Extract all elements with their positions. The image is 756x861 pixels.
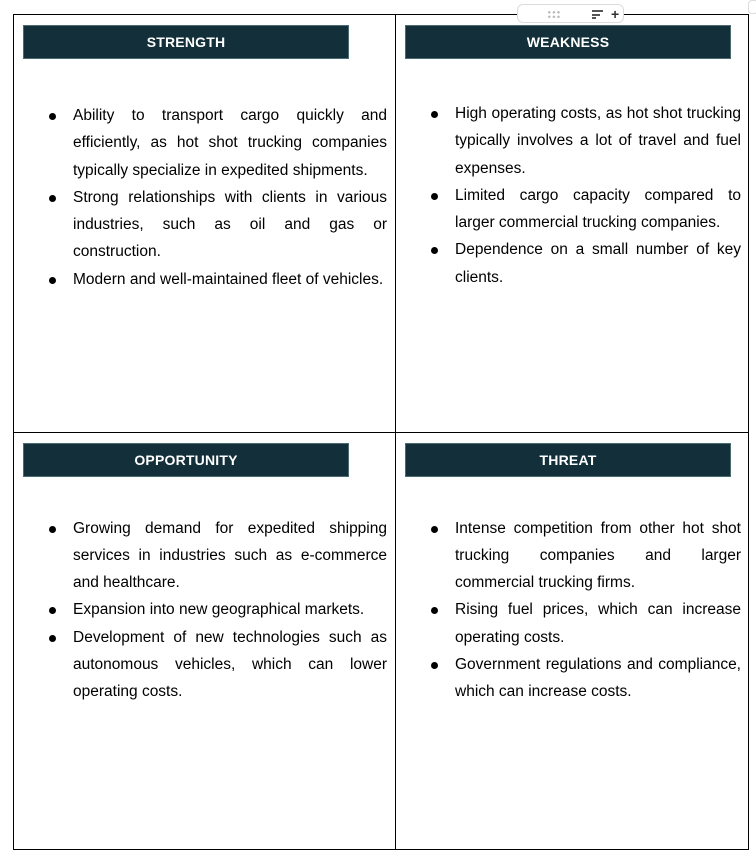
table-column-toolbar [517, 4, 624, 23]
threat-list [396, 515, 741, 706]
opportunity-header: OPPORTUNITY [23, 443, 349, 477]
list-item-text: Limited cargo capacity compared to larger commercial trucking companies. [455, 186, 741, 232]
list-item-text: Intense competition from other hot shot trucking companies and larger commercial trucking firms. [455, 519, 741, 592]
threat-header: THREAT [405, 443, 731, 477]
threat-cell[interactable] [396, 432, 749, 850]
list-item-text: Expansion into new geographical markets. [73, 601, 365, 619]
bullet-icon [431, 111, 438, 118]
swot-row-bottom [14, 432, 749, 850]
list-item [396, 182, 741, 237]
list-item [14, 624, 387, 706]
bullet-icon [431, 193, 438, 200]
drag-handle-icon[interactable] [547, 10, 561, 18]
list-item-text: Dependence on a small number of key clients. [455, 241, 741, 286]
list-item-text: Growing demand for expedited shipping services in industries such as e-commerce and healthcare. [73, 519, 387, 592]
list-item [396, 596, 741, 651]
swot-row-top [14, 15, 749, 433]
weakness-list [396, 100, 741, 291]
swot-table [13, 14, 749, 850]
row-drag-handle-icon[interactable] [748, 0, 756, 14]
list-item [396, 236, 741, 291]
list-item [396, 515, 741, 597]
strength-list [14, 102, 387, 293]
list-item [396, 100, 741, 182]
opportunity-list [14, 515, 387, 706]
add-column-button[interactable]: + [611, 6, 620, 22]
sort-icon[interactable] [592, 10, 603, 19]
bullet-icon [431, 662, 438, 669]
bullet-icon [49, 635, 56, 642]
list-item [14, 596, 387, 623]
bullet-icon [49, 113, 56, 120]
bullet-icon [49, 277, 56, 284]
weakness-header: WEAKNESS [405, 25, 731, 59]
list-item-text: Rising fuel prices, which can increase operating costs. [455, 601, 741, 646]
strength-header: STRENGTH [23, 25, 349, 59]
list-item [14, 515, 387, 597]
list-item-text: Strong relationships with clients in various industries, such as oil and gas or construction. [73, 188, 387, 261]
weakness-cell[interactable] [396, 15, 749, 433]
list-item [14, 184, 387, 266]
list-item-text: Government regulations and compliance, which can increase costs. [455, 655, 741, 701]
list-item [14, 102, 387, 184]
opportunity-cell[interactable] [14, 432, 396, 850]
bullet-icon [431, 526, 438, 533]
bullet-icon [431, 247, 438, 254]
list-item [396, 651, 741, 706]
list-item-text: Ability to transport cargo quickly and efficiently, as hot shot trucking companies typically specialize in expedited shipments. [73, 107, 387, 179]
list-item [14, 266, 387, 293]
bullet-icon [49, 526, 56, 533]
list-item-text: High operating costs, as hot shot trucking typically involves a lot of travel and fuel expenses. [455, 105, 741, 177]
bullet-icon [431, 607, 438, 614]
bullet-icon [49, 607, 56, 614]
bullet-icon [49, 195, 56, 202]
strength-cell[interactable] [14, 15, 396, 433]
list-item-text: Development of new technologies such as autonomous vehicles, which can lower operating costs. [73, 628, 387, 701]
list-item-text: Modern and well-maintained fleet of vehicles. [73, 270, 384, 288]
